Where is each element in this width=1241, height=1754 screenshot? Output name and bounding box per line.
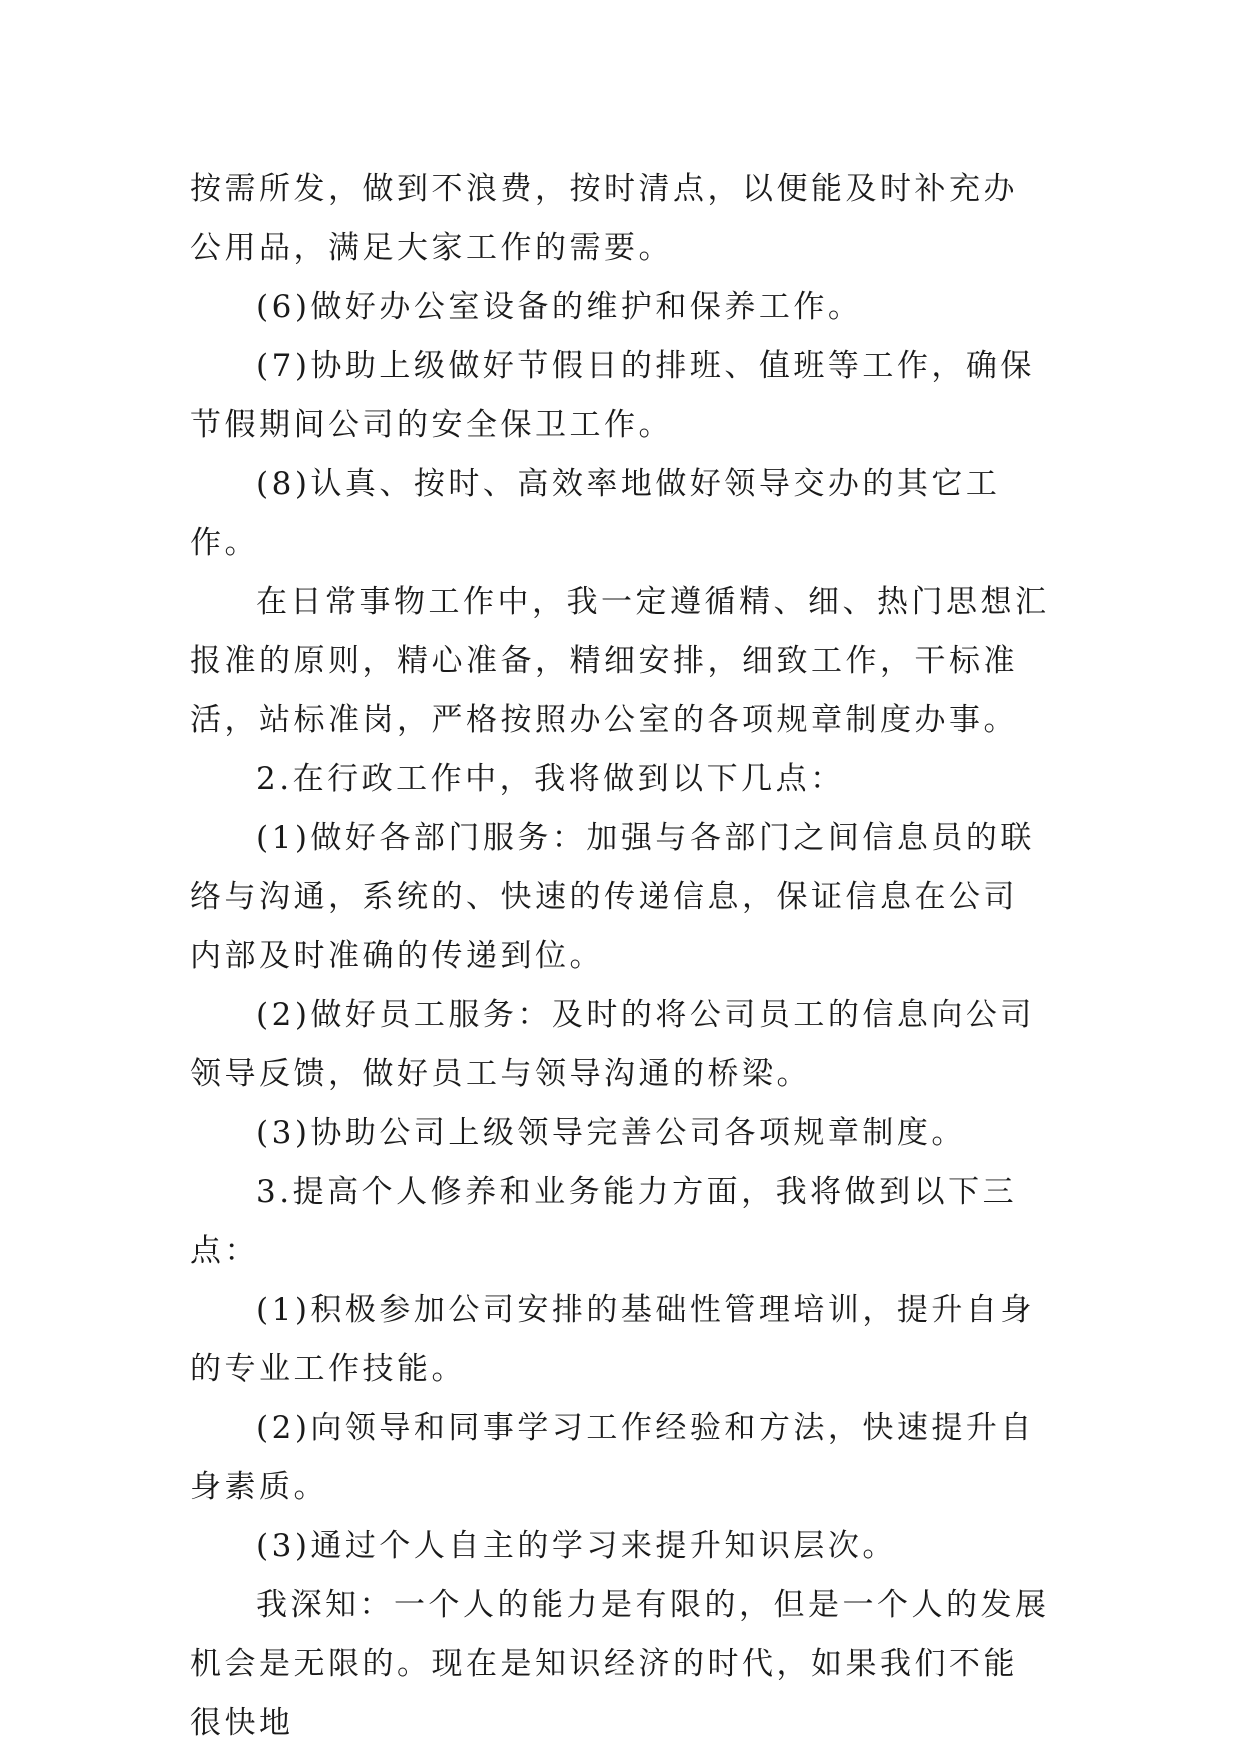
paragraph: 3.提高个人修养和业务能力方面，我将做到以下三点：	[190, 1174, 1018, 1269]
paragraph: (2)向领导和同事学习工作经验和方法，快速提升自身素质。	[190, 1410, 1035, 1505]
document-body	[190, 160, 1052, 1753]
paragraph: 我深知：一个人的能力是有限的，但是一个人的发展机会是无限的。现在是知识经济的时代，如果我们不能很快地	[190, 1587, 1050, 1741]
paragraph: (3)通过个人自主的学习来提升知识层次。	[256, 1528, 897, 1564]
paragraph: 2.在行政工作中，我将做到以下几点：	[256, 761, 845, 797]
paragraph: (2)做好员工服务：及时的将公司员工的信息向公司领导反馈，做好员工与领导沟通的桥梁。	[190, 997, 1035, 1092]
paragraph: (1)做好各部门服务：加强与各部门之间信息员的联络与沟通，系统的、快速的传递信息，保证信息在公司内部及时准确的传递到位。	[190, 820, 1035, 974]
paragraph: 在日常事物工作中，我一定遵循精、细、热门思想汇报准的原则，精心准备，精细安排，细致工作，干标准活，站标准岗，严格按照办公室的各项规章制度办事。	[190, 584, 1050, 738]
paragraph: (8)认真、按时、高效率地做好领导交办的其它工作。	[190, 466, 1001, 561]
paragraph: (6)做好办公室设备的维护和保养工作。	[256, 289, 863, 325]
paragraph: (3)协助公司上级领导完善公司各项规章制度。	[256, 1115, 966, 1151]
paragraph: (7)协助上级做好节假日的排班、值班等工作，确保节假期间公司的安全保卫工作。	[190, 348, 1035, 443]
paragraph: (1)积极参加公司安排的基础性管理培训，提升自身的专业工作技能。	[190, 1292, 1035, 1387]
paragraph: 按需所发，做到不浪费，按时清点，以便能及时补充办公用品，满足大家工作的需要。	[190, 171, 1018, 266]
